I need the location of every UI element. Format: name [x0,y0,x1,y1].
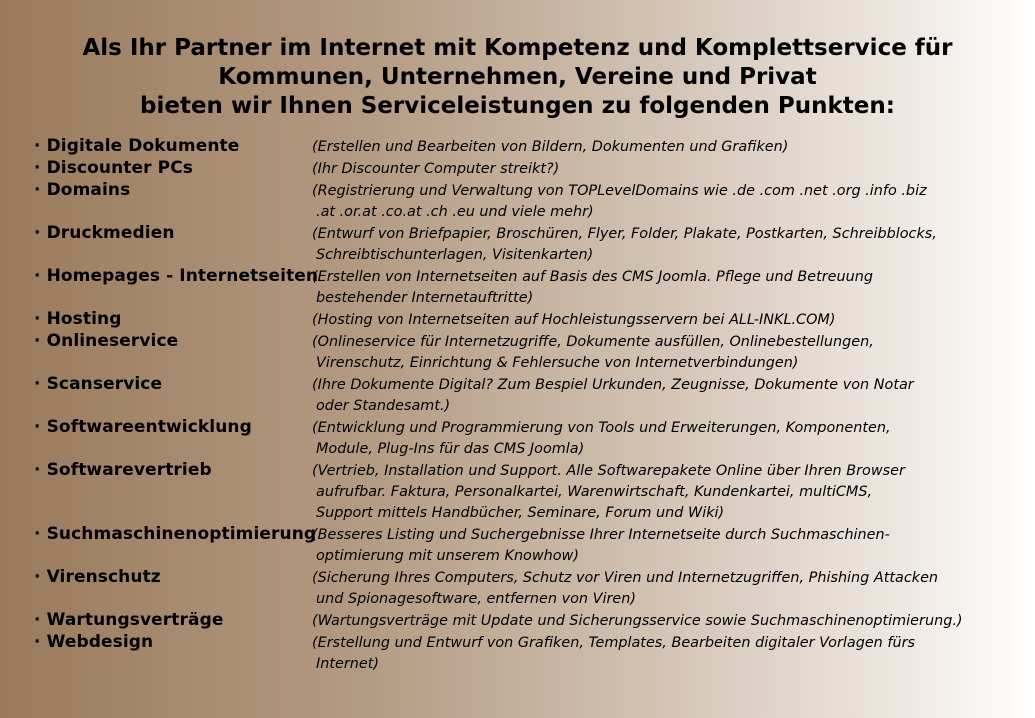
service-item [34,567,963,610]
service-item [34,309,963,331]
service-item [34,524,963,567]
service-term: · Softwareentwicklung [34,417,252,437]
service-description-line: (Besseres Listing und Suchergebnisse Ihrer Internetseite durch Suchmaschinen- [312,527,890,543]
service-description [312,610,963,632]
service-term: · Webdesign [34,632,154,652]
service-item [34,417,963,460]
service-description-line: Schreibtischunterlagen, Visitenkarten) [316,247,594,263]
service-item [34,136,963,158]
service-description-line: Support mittels Handbücher, Seminare, Forum und Wiki) [316,505,725,521]
service-item [34,610,963,632]
heading-line: Als Ihr Partner im Internet mit Kompetenz und Komplettservice für [82,35,953,61]
service-description-line: (Sicherung Ihres Computers, Schutz vor Viren und Internetzugriffen, Phishing Attacken [312,570,939,586]
service-item [34,374,963,417]
service-description-line: (Erstellen und Bearbeiten von Bildern, Dokumenten und Grafiken) [312,139,789,155]
service-term: · Scanservice [34,374,163,394]
service-description-line: (Onlineservice für Internetzugriffe, Dokumente ausfüllen, Onlinebestellungen, [312,334,874,350]
service-description [312,632,963,675]
service-list [34,136,963,675]
service-term: · Wartungsverträge [34,610,224,630]
service-term: · Hosting [34,309,122,329]
service-item [34,223,963,266]
service-description-line: Module, Plug-Ins für das CMS Joomla) [316,441,585,457]
service-description [312,223,963,266]
service-description-line: (Erstellung und Entwurf von Grafiken, Templates, Bearbeiten digitaler Vorlagen fürs [312,635,915,651]
service-description-line: Virenschutz, Einrichtung & Fehlersuche von Internetverbindungen) [316,355,799,371]
service-term: · Suchmaschinenoptimierung [34,524,317,544]
service-description-line: bestehender Internetauftritte) [316,290,534,306]
service-description-line: (Registrierung und Verwaltung von TOPLevelDomains wie .de .com .net .org .info .biz [312,183,927,199]
service-description [312,524,963,567]
service-term: · Onlineservice [34,331,179,351]
service-description-line: (Hosting von Internetseiten auf Hochleistungsservern bei ALL-INKL.COM) [312,312,836,328]
service-term: · Druckmedien [34,223,175,243]
service-term: · Digitale Dokumente [34,136,240,156]
service-description [312,180,963,223]
service-description [312,309,963,331]
service-description [312,266,963,309]
page-heading [0,34,1035,121]
service-term: · Softwarevertrieb [34,460,212,480]
service-description-line: (Erstellen von Internetseiten auf Basis des CMS Joomla. Pflege und Betreuung [312,269,873,285]
service-description [312,567,963,610]
service-description [312,374,963,417]
service-term: · Homepages - Internetseiten [34,266,319,286]
service-description [312,158,963,180]
service-description-line: (Entwurf von Briefpapier, Broschüren, Flyer, Folder, Plakate, Postkarten, Schreibblocks, [312,226,937,242]
service-description-line: oder Standesamt.) [316,398,451,414]
service-description-line: .at .or.at .co.at .ch .eu und viele mehr) [316,204,594,220]
service-description [312,417,963,460]
service-item [34,266,963,309]
service-item [34,180,963,223]
service-description-line: (Vertrieb, Installation und Support. Alle Softwarepakete Online über Ihren Browser [312,463,905,479]
service-description-line: (Entwicklung und Programmierung von Tools und Erweiterungen, Komponenten, [312,420,891,436]
service-description [312,460,963,524]
service-item [34,632,963,675]
service-term: · Domains [34,180,131,200]
service-description-line: (Wartungsverträge mit Update und Sicherungsservice sowie Suchmaschinenoptimierung.) [312,613,963,629]
heading-line: Kommunen, Unternehmen, Vereine und Privat [218,64,817,90]
heading-line: bieten wir Ihnen Serviceleistungen zu folgenden Punkten: [140,93,895,119]
service-description-line: (Ihr Discounter Computer streikt?) [312,161,560,177]
service-description [312,331,963,374]
service-term: · Virenschutz [34,567,161,587]
service-description-line: optimierung mit unserem Knowhow) [316,548,579,564]
service-description-line: aufrufbar. Faktura, Personalkartei, Warenwirtschaft, Kundenkartei, multiCMS, [316,484,873,500]
service-item [34,331,963,374]
service-description [312,136,963,158]
service-item [34,158,963,180]
service-description-line: (Ihre Dokumente Digital? Zum Bespiel Urkunden, Zeugnisse, Dokumente von Notar [312,377,914,393]
service-description-line: Internet) [316,656,380,672]
service-item [34,460,963,524]
service-term: · Discounter PCs [34,158,194,178]
service-description-line: und Spionagesoftware, entfernen von Viren) [316,591,636,607]
